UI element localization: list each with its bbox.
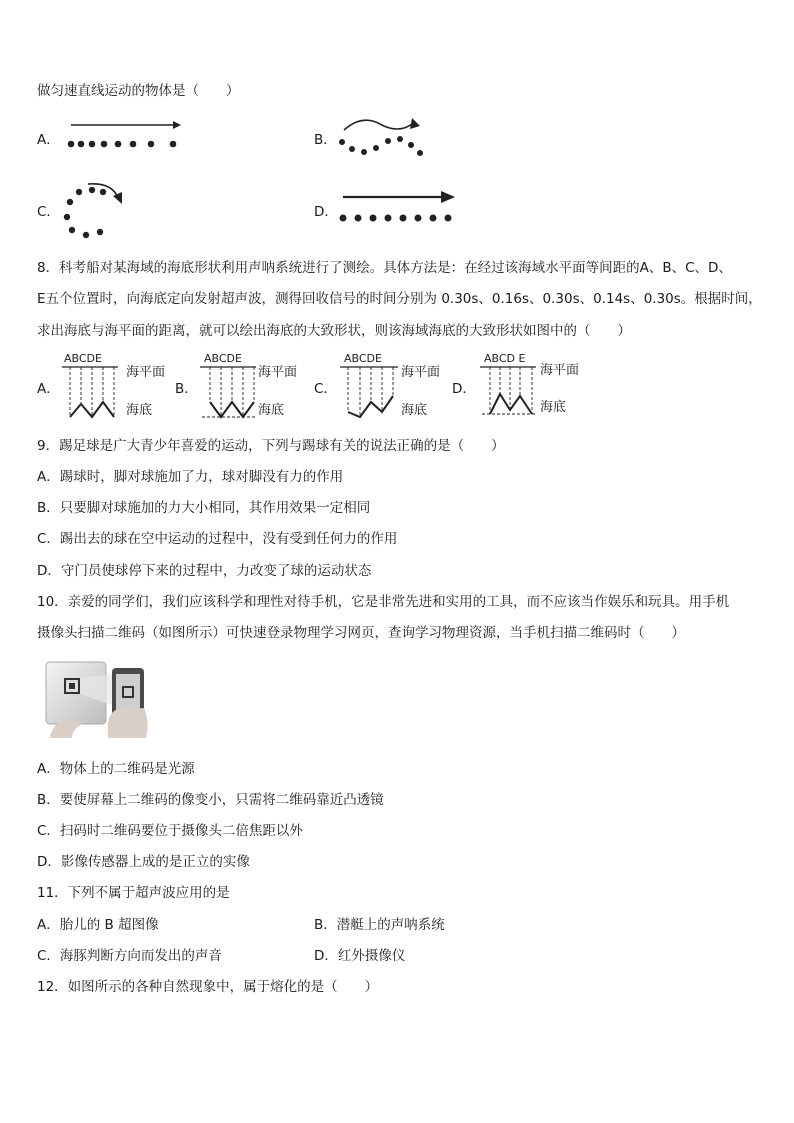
q10-option-d: D．影像传感器上成的是正立的实像 [37, 854, 250, 870]
q8-line3: 求出海底与海平面的距离，就可以绘出海底的大致形状，则该海域海底的大致形状如图中的（ ） [37, 323, 631, 339]
q8d-points-label: ABCD E [484, 352, 526, 365]
q7b-dot [339, 139, 345, 145]
q7b-dot [361, 149, 367, 155]
q8-option-d-letter: D． [452, 381, 476, 397]
q8-option-c-letter: C． [314, 381, 337, 397]
q8c-points-label: ABCDE [344, 352, 382, 365]
q7-option-a-figure [65, 118, 185, 152]
q7c-dot [69, 227, 75, 233]
q9-option-a: A．踢球时，脚对球施加了力，球对脚没有力的作用 [37, 469, 344, 485]
q11-option-a: A．胎儿的 B 超图像 [37, 917, 159, 933]
q7d-dot [355, 215, 362, 222]
q7b-dot [349, 146, 355, 152]
q7-option-d-figure [337, 190, 463, 228]
q7c-dot [83, 232, 89, 238]
q7a-dot [148, 141, 155, 148]
q7d-dot [430, 215, 437, 222]
q7-option-b-figure [336, 112, 428, 160]
q7c-dot [100, 189, 106, 195]
q8b-points-label: ABCDE [204, 352, 242, 365]
q7a-dot [89, 141, 96, 148]
q9-option-b: B．只要脚对球施加的力大小相同，其作用效果一定相同 [37, 500, 371, 516]
q11-stem: 11．下列不属于超声波应用的是 [37, 885, 230, 901]
q8a-sea-level: 海平面 [126, 365, 166, 380]
q7-option-c-figure [60, 180, 130, 242]
q7c-dot [67, 199, 73, 205]
q7-stem: 做匀速直线运动的物体是（ ） [37, 83, 240, 99]
q7c-dot [64, 214, 70, 220]
q11-option-d: D．红外摄像仪 [314, 948, 406, 964]
q11-option-b: B．潜艇上的声呐系统 [314, 917, 445, 933]
q7d-dot [445, 215, 452, 222]
q8a-points-label: ABCDE [64, 352, 102, 365]
q10-option-a: A．物体上的二维码是光源 [37, 761, 195, 777]
q7c-dot [89, 187, 95, 193]
q8a-sea-floor: 海底 [126, 403, 153, 418]
q8d-sea-floor: 海底 [540, 400, 567, 415]
q7b-dot [373, 145, 379, 151]
q7-option-b-letter: B． [314, 132, 337, 148]
q8c-sea-level: 海平面 [401, 365, 441, 380]
q7b-dot [397, 136, 403, 142]
q7a-dot [130, 141, 137, 148]
q7b-dot [417, 150, 423, 156]
q9-option-d: D．守门员使球停下来的过程中，力改变了球的运动状态 [37, 563, 372, 579]
q8-option-b-figure [200, 352, 260, 422]
q12-stem: 12．如图所示的各种自然现象中，属于熔化的是（ ） [37, 979, 379, 995]
q7b-dot [408, 142, 414, 148]
q10-option-b: B．要使屏幕上二维码的像变小，只需将二维码靠近凸透镜 [37, 792, 384, 808]
q7d-dot [415, 215, 422, 222]
q10-option-c: C．扫码时二维码要位于摄像头二倍焦距以外 [37, 823, 303, 839]
q8c-sea-floor: 海底 [401, 403, 428, 418]
q7-option-d-letter: D． [314, 204, 338, 220]
q8d-sea-level: 海平面 [540, 363, 580, 378]
q7c-dot [97, 229, 103, 235]
q10-line1: 10．亲爱的同学们，我们应该科学和理性对待手机，它是非常先进和实用的工具，而不应该当作娱乐和玩具。用手机 [37, 594, 730, 610]
q8-option-c-figure [340, 352, 400, 422]
q9-stem: 9．踢足球是广大青少年喜爱的运动，下列与踢球有关的说法正确的是（ ） [37, 438, 505, 454]
q7-option-c-letter: C． [37, 204, 60, 220]
q8b-sea-floor: 海底 [258, 403, 285, 418]
q10-line2: 摄像头扫描二维码（如图所示）可快速登录物理学习网页，查询学习物理资源，当手机扫描二维码时（ ） [37, 625, 685, 641]
q8-line2: E五个位置时，向海底定向发射超声波，测得回收信号的时间分别为 0.30s、0.16s、0.30s、0.14s、0.30s。根据时间， [37, 291, 762, 307]
q7a-dot [101, 141, 108, 148]
q7d-dot [370, 215, 377, 222]
q8-option-a-figure [62, 352, 122, 422]
q7d-dot [400, 215, 407, 222]
q7a-dot [78, 141, 85, 148]
q8-option-b-letter: B． [175, 381, 198, 397]
q7-option-a-letter: A． [37, 132, 60, 148]
q11-option-c: C．海豚判断方向而发出的声音 [37, 948, 222, 964]
q7a-dot [68, 141, 75, 148]
q7a-dot [115, 141, 122, 148]
q8-option-d-figure [480, 352, 540, 422]
q7a-dot [170, 141, 177, 148]
q8-option-a-letter: A． [37, 381, 60, 397]
q7d-dot [340, 215, 347, 222]
q8-line1: 8．科考船对某海域的海底形状利用声呐系统进行了测绘。具体方法是：在经过该海域水平面等间距的A、B、C、D、 [37, 260, 732, 276]
qr-scan-photo [42, 658, 152, 740]
q9-option-c: C．踢出去的球在空中运动的过程中，没有受到任何力的作用 [37, 531, 398, 547]
q7c-dot [76, 189, 82, 195]
q7b-dot [385, 138, 391, 144]
q7d-dot [385, 215, 392, 222]
q8b-sea-level: 海平面 [258, 365, 298, 380]
